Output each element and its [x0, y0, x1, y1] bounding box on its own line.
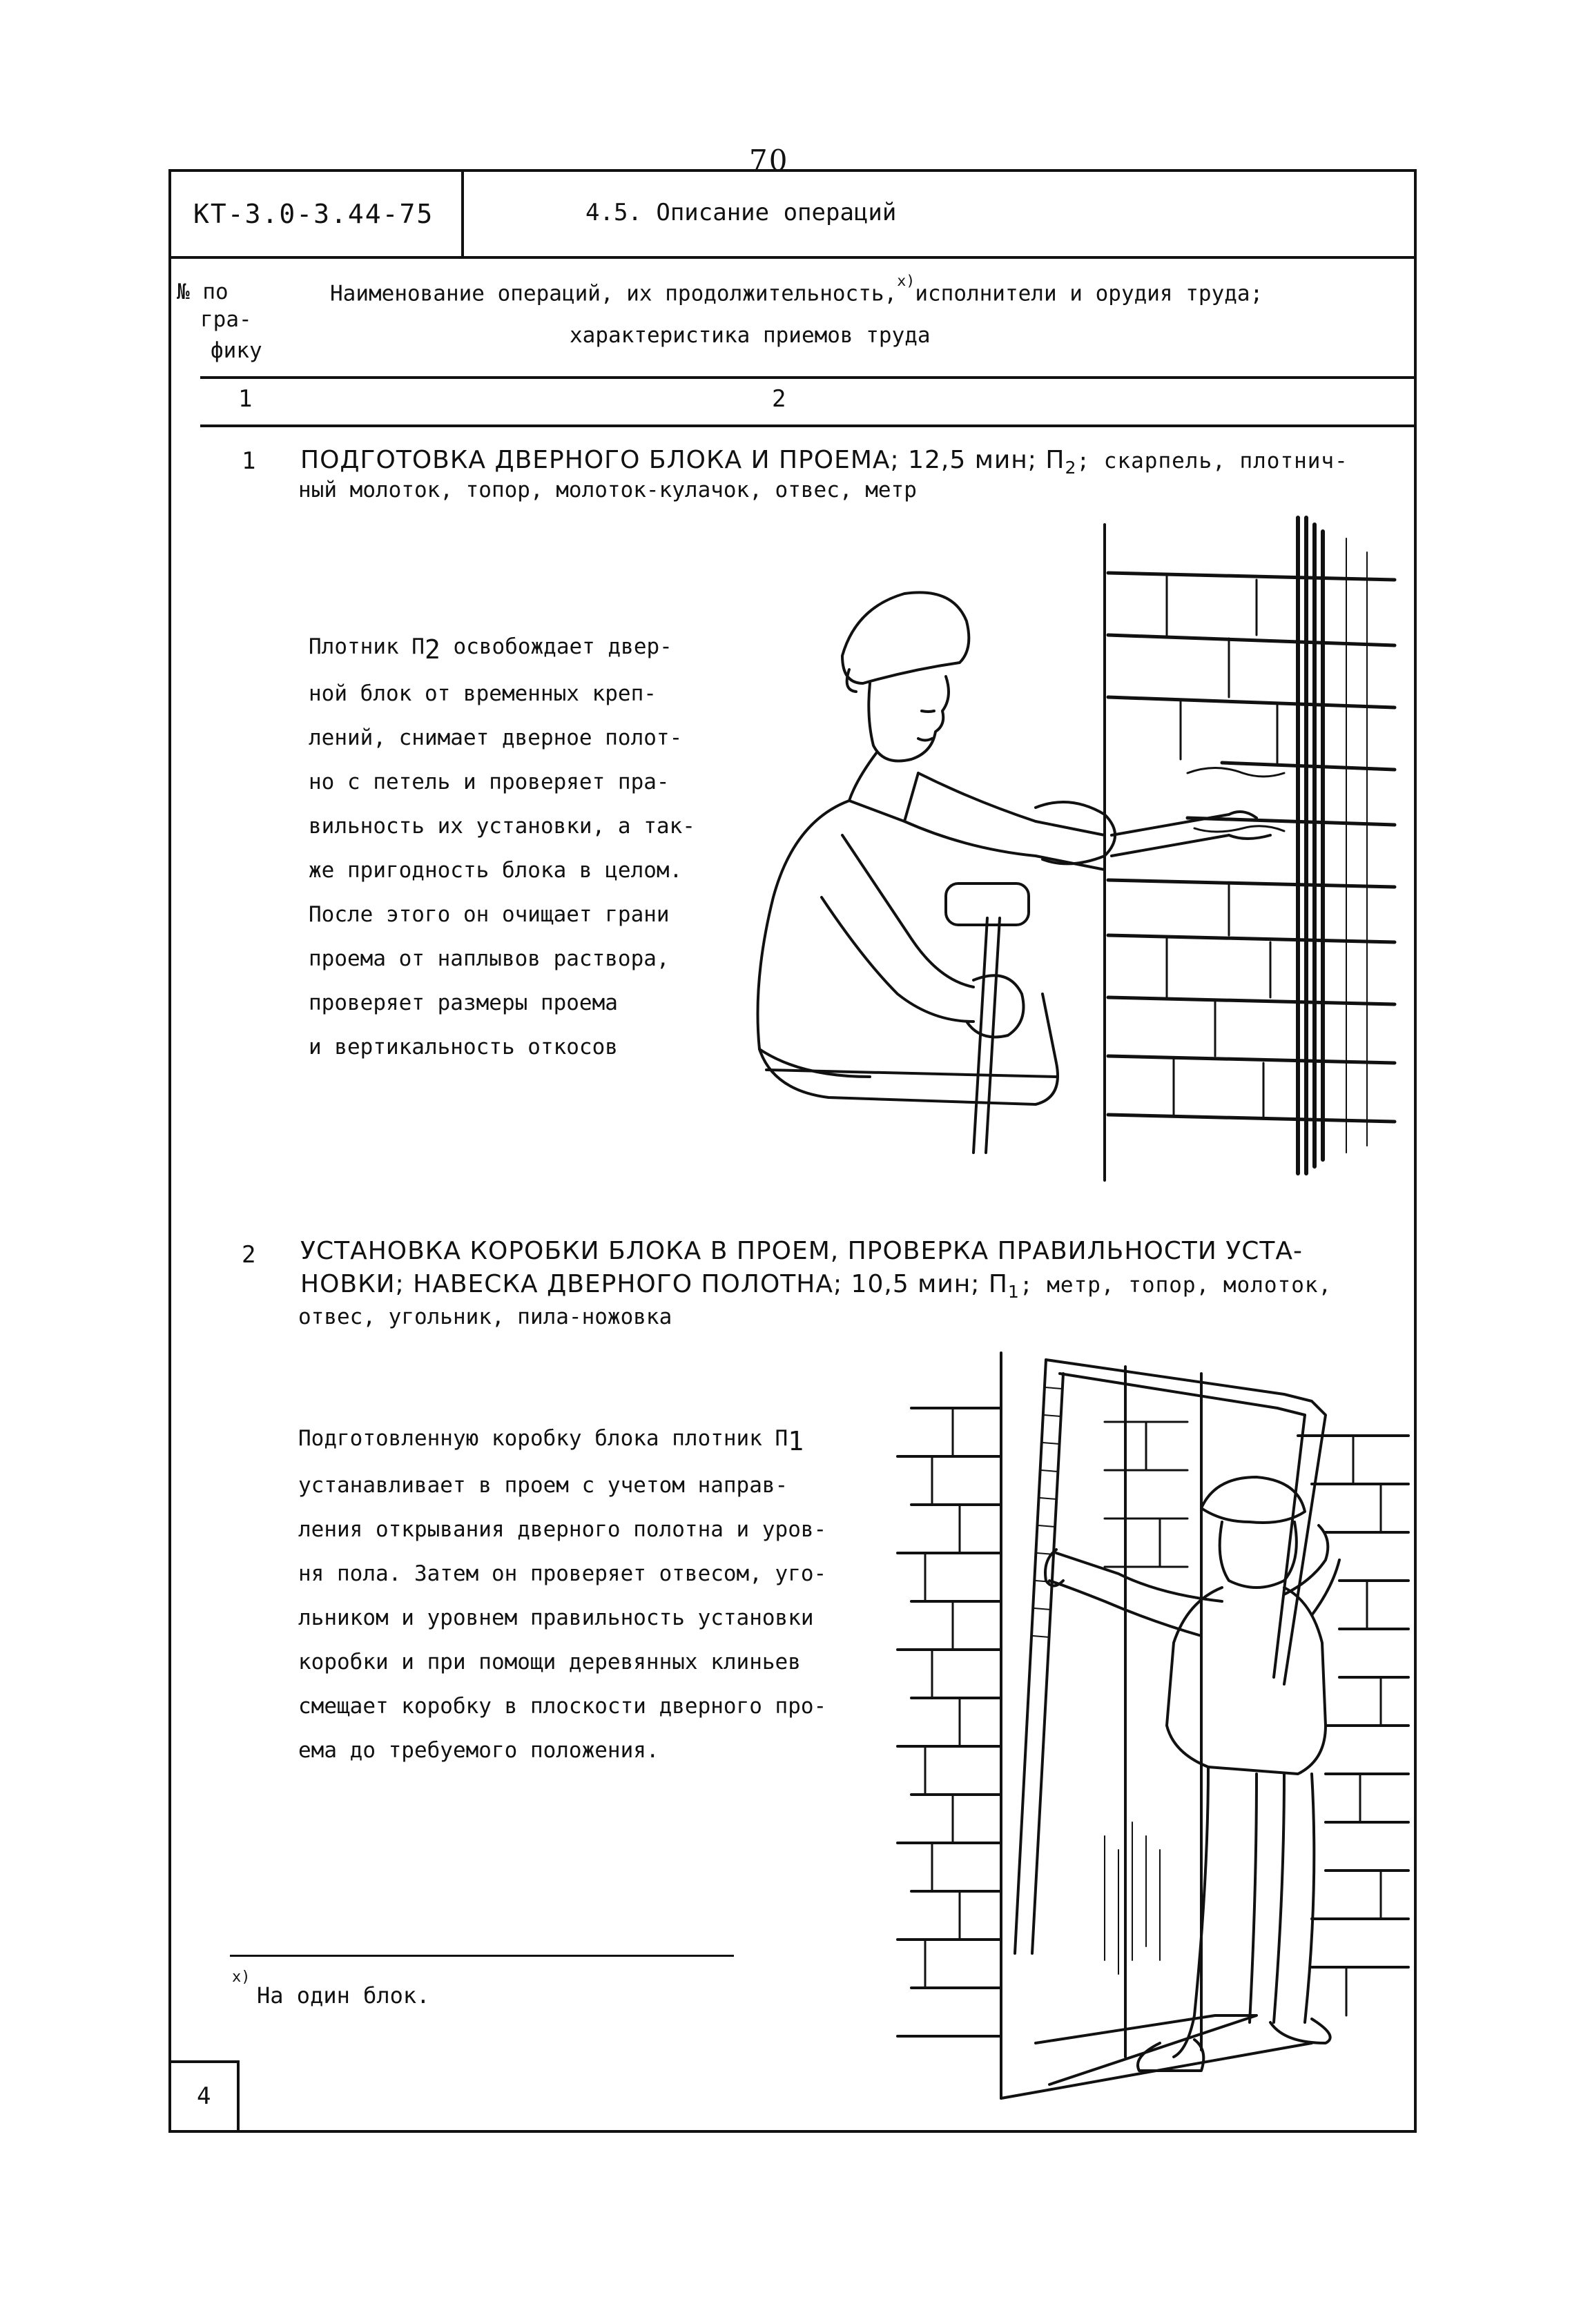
operation-2-desc-line: смещает коробку в плоскости дверного про-: [298, 1694, 827, 1719]
col2-header-line2: характеристика приемов труда: [570, 323, 931, 348]
operation-2-desc-line: ема до требуемого положения.: [298, 1738, 659, 1764]
operation-2-description: [298, 1416, 826, 1773]
operation-2-desc-line: ня пола. Затем он проверяет отвесом, уго-: [298, 1561, 827, 1587]
footnote-text: На один блок.: [257, 1982, 430, 2009]
operation-2-desc-line: коробки и при помощи деревянных клиньев: [298, 1650, 801, 1675]
operation-2-desc-line: ления открывания дверного полотна и уров-: [298, 1517, 827, 1543]
operation-2-desc-line: льником и уровнем правильность установки: [298, 1605, 814, 1631]
col2-number: 2: [772, 385, 786, 413]
operation-2-tools: отвес, угольник, пила-ножовка: [298, 1305, 672, 1329]
operation-1-number: 1: [242, 447, 256, 475]
header-divider: [461, 169, 464, 259]
table-header-rule: [200, 376, 1417, 379]
operation-1-desc-line: же пригодность блока в целом.: [309, 858, 683, 883]
operation-2-title-sub: 1: [1007, 1282, 1020, 1302]
operation-2-desc-line1: [298, 1416, 826, 1463]
column-number-rule: [200, 424, 1417, 427]
footnote-marker: х): [897, 273, 915, 290]
footnote-rule: [230, 1955, 734, 1957]
carpenter-installing-door-frame-icon: [898, 1353, 1415, 2112]
col1-header-line3: фику: [211, 338, 262, 363]
col2-header-text-b: исполнители и орудия труда;: [915, 281, 1263, 306]
operation-2-title-b: ; метр, топор, молоток,: [1019, 1273, 1332, 1298]
operation-2-title-line2: [300, 1267, 1332, 1309]
footnote-mark: х): [232, 1969, 251, 1986]
operation-1-desc-b: освобождает двер-: [440, 634, 672, 659]
operation-1-desc-line: но с петель и проверяет пра-: [309, 770, 670, 795]
operation-1-tools: ный молоток, топор, молоток-кулачок, отвес, метр: [298, 478, 917, 502]
operation-1-desc-line: проема от наплывов раствора,: [309, 946, 670, 972]
operation-1-desc-line: и вертикальность откосов: [309, 1035, 618, 1060]
operation-1-title-a: ПОДГОТОВКА ДВЕРНОГО БЛОКА И ПРОЕМА; 12,5 мин; П: [300, 446, 1065, 474]
operation-2-desc-line: устанавливает в проем с учетом направ-: [298, 1473, 788, 1498]
section-title: 4.5. Описание операций: [585, 199, 897, 226]
operation-2-desc-a: Подготовленную коробку блока плотник П: [298, 1426, 788, 1451]
operation-2-title-a: НОВКИ; НАВЕСКА ДВЕРНОГО ПОЛОТНА; 10,5 мин; П: [300, 1270, 1008, 1298]
col2-header-line1: [330, 273, 1263, 306]
document-code: КТ-3.0-3.44-75: [193, 199, 434, 229]
operation-1-description: [309, 625, 695, 1069]
header-bottom-rule: [168, 256, 1417, 259]
operation-1-desc-line: лений, снимает дверное полот-: [309, 725, 683, 751]
operation-2-number: 2: [242, 1241, 256, 1269]
operation-1-desc-line: проверяет размеры проема: [309, 990, 618, 1016]
operation-2-title-line1: УСТАНОВКА КОРОБКИ БЛОКА В ПРОЕМ, ПРОВЕРКА ПРАВИЛЬНОСТИ УСТА-: [300, 1237, 1303, 1265]
col2-header-text-a: Наименование операций, их продолжительность,: [330, 281, 898, 306]
col1-number: 1: [238, 385, 253, 413]
col1-header-line1: № по: [177, 280, 229, 304]
page-number: 70: [749, 144, 789, 177]
operation-1-desc-line: ной блок от временных креп-: [309, 681, 657, 707]
operation-1-desc-line: После этого он очищает грани: [309, 902, 670, 928]
operation-1-desc-sub: 2: [424, 634, 440, 665]
operation-1-title-b: ; скарпель, плотнич-: [1076, 449, 1348, 473]
col1-header-line2: гра-: [200, 307, 252, 332]
operation-1-desc-line1: [309, 625, 695, 672]
operation-1-title-sub: 2: [1065, 458, 1077, 478]
corner-number: 4: [197, 2082, 211, 2110]
operation-1-desc-line: вильность их установки, а так-: [309, 814, 695, 839]
operation-2-desc-sub: 1: [788, 1426, 804, 1457]
operation-1-desc-a: Плотник П: [309, 634, 425, 659]
carpenter-hammering-at-brick-opening-icon: [746, 511, 1395, 1187]
